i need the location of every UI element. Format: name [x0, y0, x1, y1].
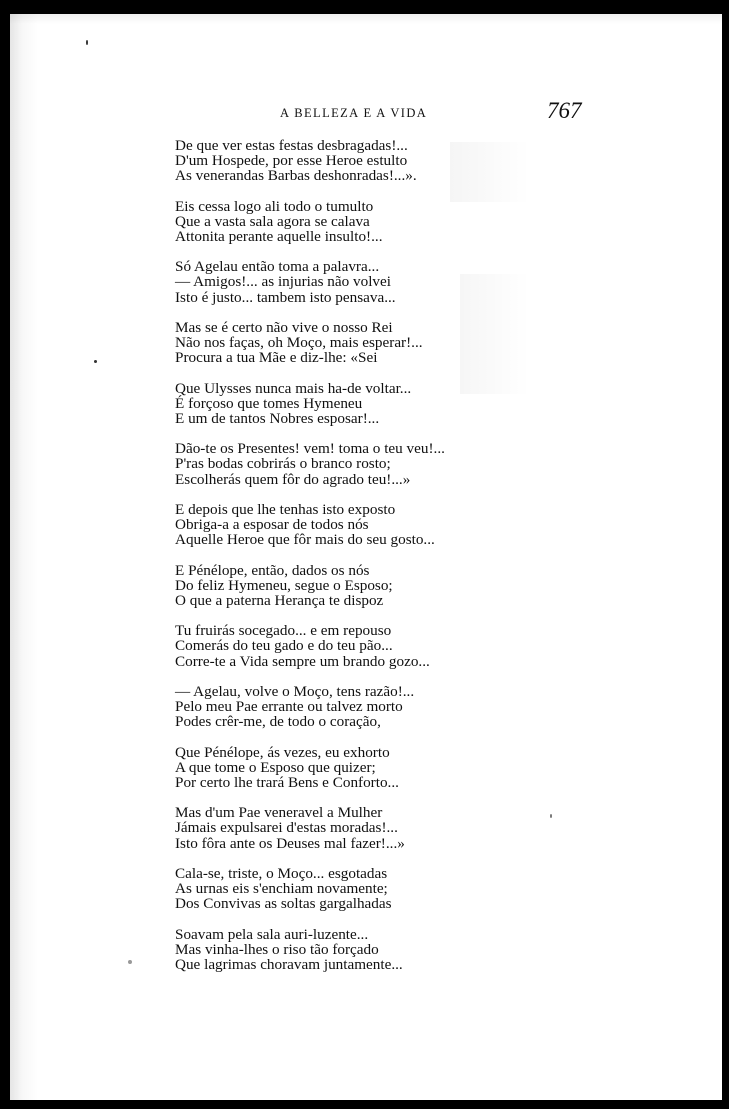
- stanza: [175, 138, 595, 183]
- verse-line: Attonita perante aquelle insulto!...: [175, 227, 383, 245]
- page-number: 767: [547, 98, 582, 123]
- stanza: [175, 320, 595, 365]
- verse-line: Aquelle Heroe que fôr mais do seu gosto...: [175, 531, 435, 549]
- verse-line: Do feliz Hymeneu, segue o Esposo;: [175, 576, 393, 594]
- stanza: [175, 259, 595, 304]
- stanza: [175, 441, 595, 486]
- verse-line: E depois que lhe tenhas isto exposto: [175, 501, 396, 519]
- verse-line: D'um Hospede, por esse Heroe estulto: [175, 152, 408, 170]
- verse-line: E um de tantos Nobres esposar!...: [175, 409, 380, 427]
- verse-line: Escolherás quem fôr do agrado teu!...»: [175, 470, 411, 488]
- verse-line: Podes crêr-me, de todo o coração,: [175, 713, 381, 731]
- verse-line: E Pénélope, então, dados os nós: [175, 561, 370, 579]
- verse-line: Isto é justo... tambem isto pensava...: [175, 288, 396, 306]
- verse-line: A que tome o Esposo que quizer;: [175, 758, 376, 776]
- paper-speck: [128, 960, 132, 964]
- verse-line: Mas d'um Pae veneravel a Mulher: [175, 804, 383, 822]
- verse-line: De que ver estas festas desbragadas!...: [175, 137, 408, 154]
- verse-line: Que Ulysses nunca mais ha-de voltar...: [175, 379, 412, 397]
- stanza: [175, 927, 595, 972]
- paper-speck: [94, 360, 97, 363]
- stanza: [175, 684, 595, 729]
- book-page: [10, 14, 722, 1100]
- stanza: [175, 199, 595, 244]
- running-title: A BELLEZA E A VIDA: [280, 106, 428, 120]
- verse-line: Corre-te a Vida sempre um brando gozo...: [175, 652, 430, 670]
- verse-line: P'ras bodas cobrirás o branco rosto;: [175, 455, 391, 473]
- verse-line: Dão-te os Presentes! vem! toma o teu veu!...: [175, 440, 445, 458]
- verse-line: Por certo lhe trará Bens e Conforto...: [175, 773, 399, 791]
- verse-line: Eis cessa logo ali todo o tumulto: [175, 197, 374, 215]
- verse-line: Tu fruirás socegado... e em repouso: [175, 622, 392, 640]
- verse-line: Procura a tua Mãe e diz-lhe: «Sei: [175, 349, 378, 367]
- verse-line: — Agelau, volve o Moço, tens razão!...: [175, 683, 415, 701]
- verse-line: Que lagrimas choravam juntamente...: [175, 955, 403, 973]
- verse-line: Mas vinha-lhes o riso tão forçado: [175, 940, 379, 958]
- verse-line: Pelo meu Pae errante ou talvez morto: [175, 698, 403, 716]
- verse-line: O que a paterna Herança te dispoz: [175, 591, 384, 609]
- stanza: [175, 866, 595, 911]
- verse-line: Que Pénélope, ás vezes, eu exhorto: [175, 743, 390, 761]
- stanza: [175, 563, 595, 608]
- verse-line: Só Agelau então toma a palavra...: [175, 258, 380, 276]
- paper-speck: [86, 40, 88, 45]
- poem-body: [175, 138, 595, 987]
- verse-line: — Amigos!... as injurias não volvei: [175, 273, 391, 291]
- verse-line: Que a vasta sala agora se calava: [175, 212, 370, 230]
- verse-line: As urnas eis s'enchiam novamente;: [175, 880, 388, 898]
- verse-line: Soavam pela sala auri-luzente...: [175, 925, 369, 943]
- stanza: [175, 381, 595, 426]
- stanza: [175, 623, 595, 668]
- stanza: [175, 502, 595, 547]
- verse-line: Não nos faças, oh Moço, mais esperar!...: [175, 334, 423, 352]
- verse-line: As venerandas Barbas deshonradas!...».: [175, 167, 417, 185]
- verse-line: Dos Convivas as soltas gargalhadas: [175, 895, 392, 913]
- stanza: [175, 805, 595, 850]
- verse-line: Cala-se, triste, o Moço... esgotadas: [175, 865, 388, 883]
- stanza: [175, 745, 595, 790]
- verse-line: Isto fôra ante os Deuses mal fazer!...»: [175, 834, 405, 852]
- verse-line: É forçoso que tomes Hymeneu: [175, 394, 363, 412]
- verse-line: Mas se é certo não vive o nosso Rei: [175, 319, 393, 337]
- verse-line: Obriga-a a esposar de todos nós: [175, 516, 369, 534]
- verse-line: Jámais expulsarei d'estas moradas!...: [175, 819, 398, 837]
- verse-line: Comerás do teu gado e do teu pão...: [175, 637, 393, 655]
